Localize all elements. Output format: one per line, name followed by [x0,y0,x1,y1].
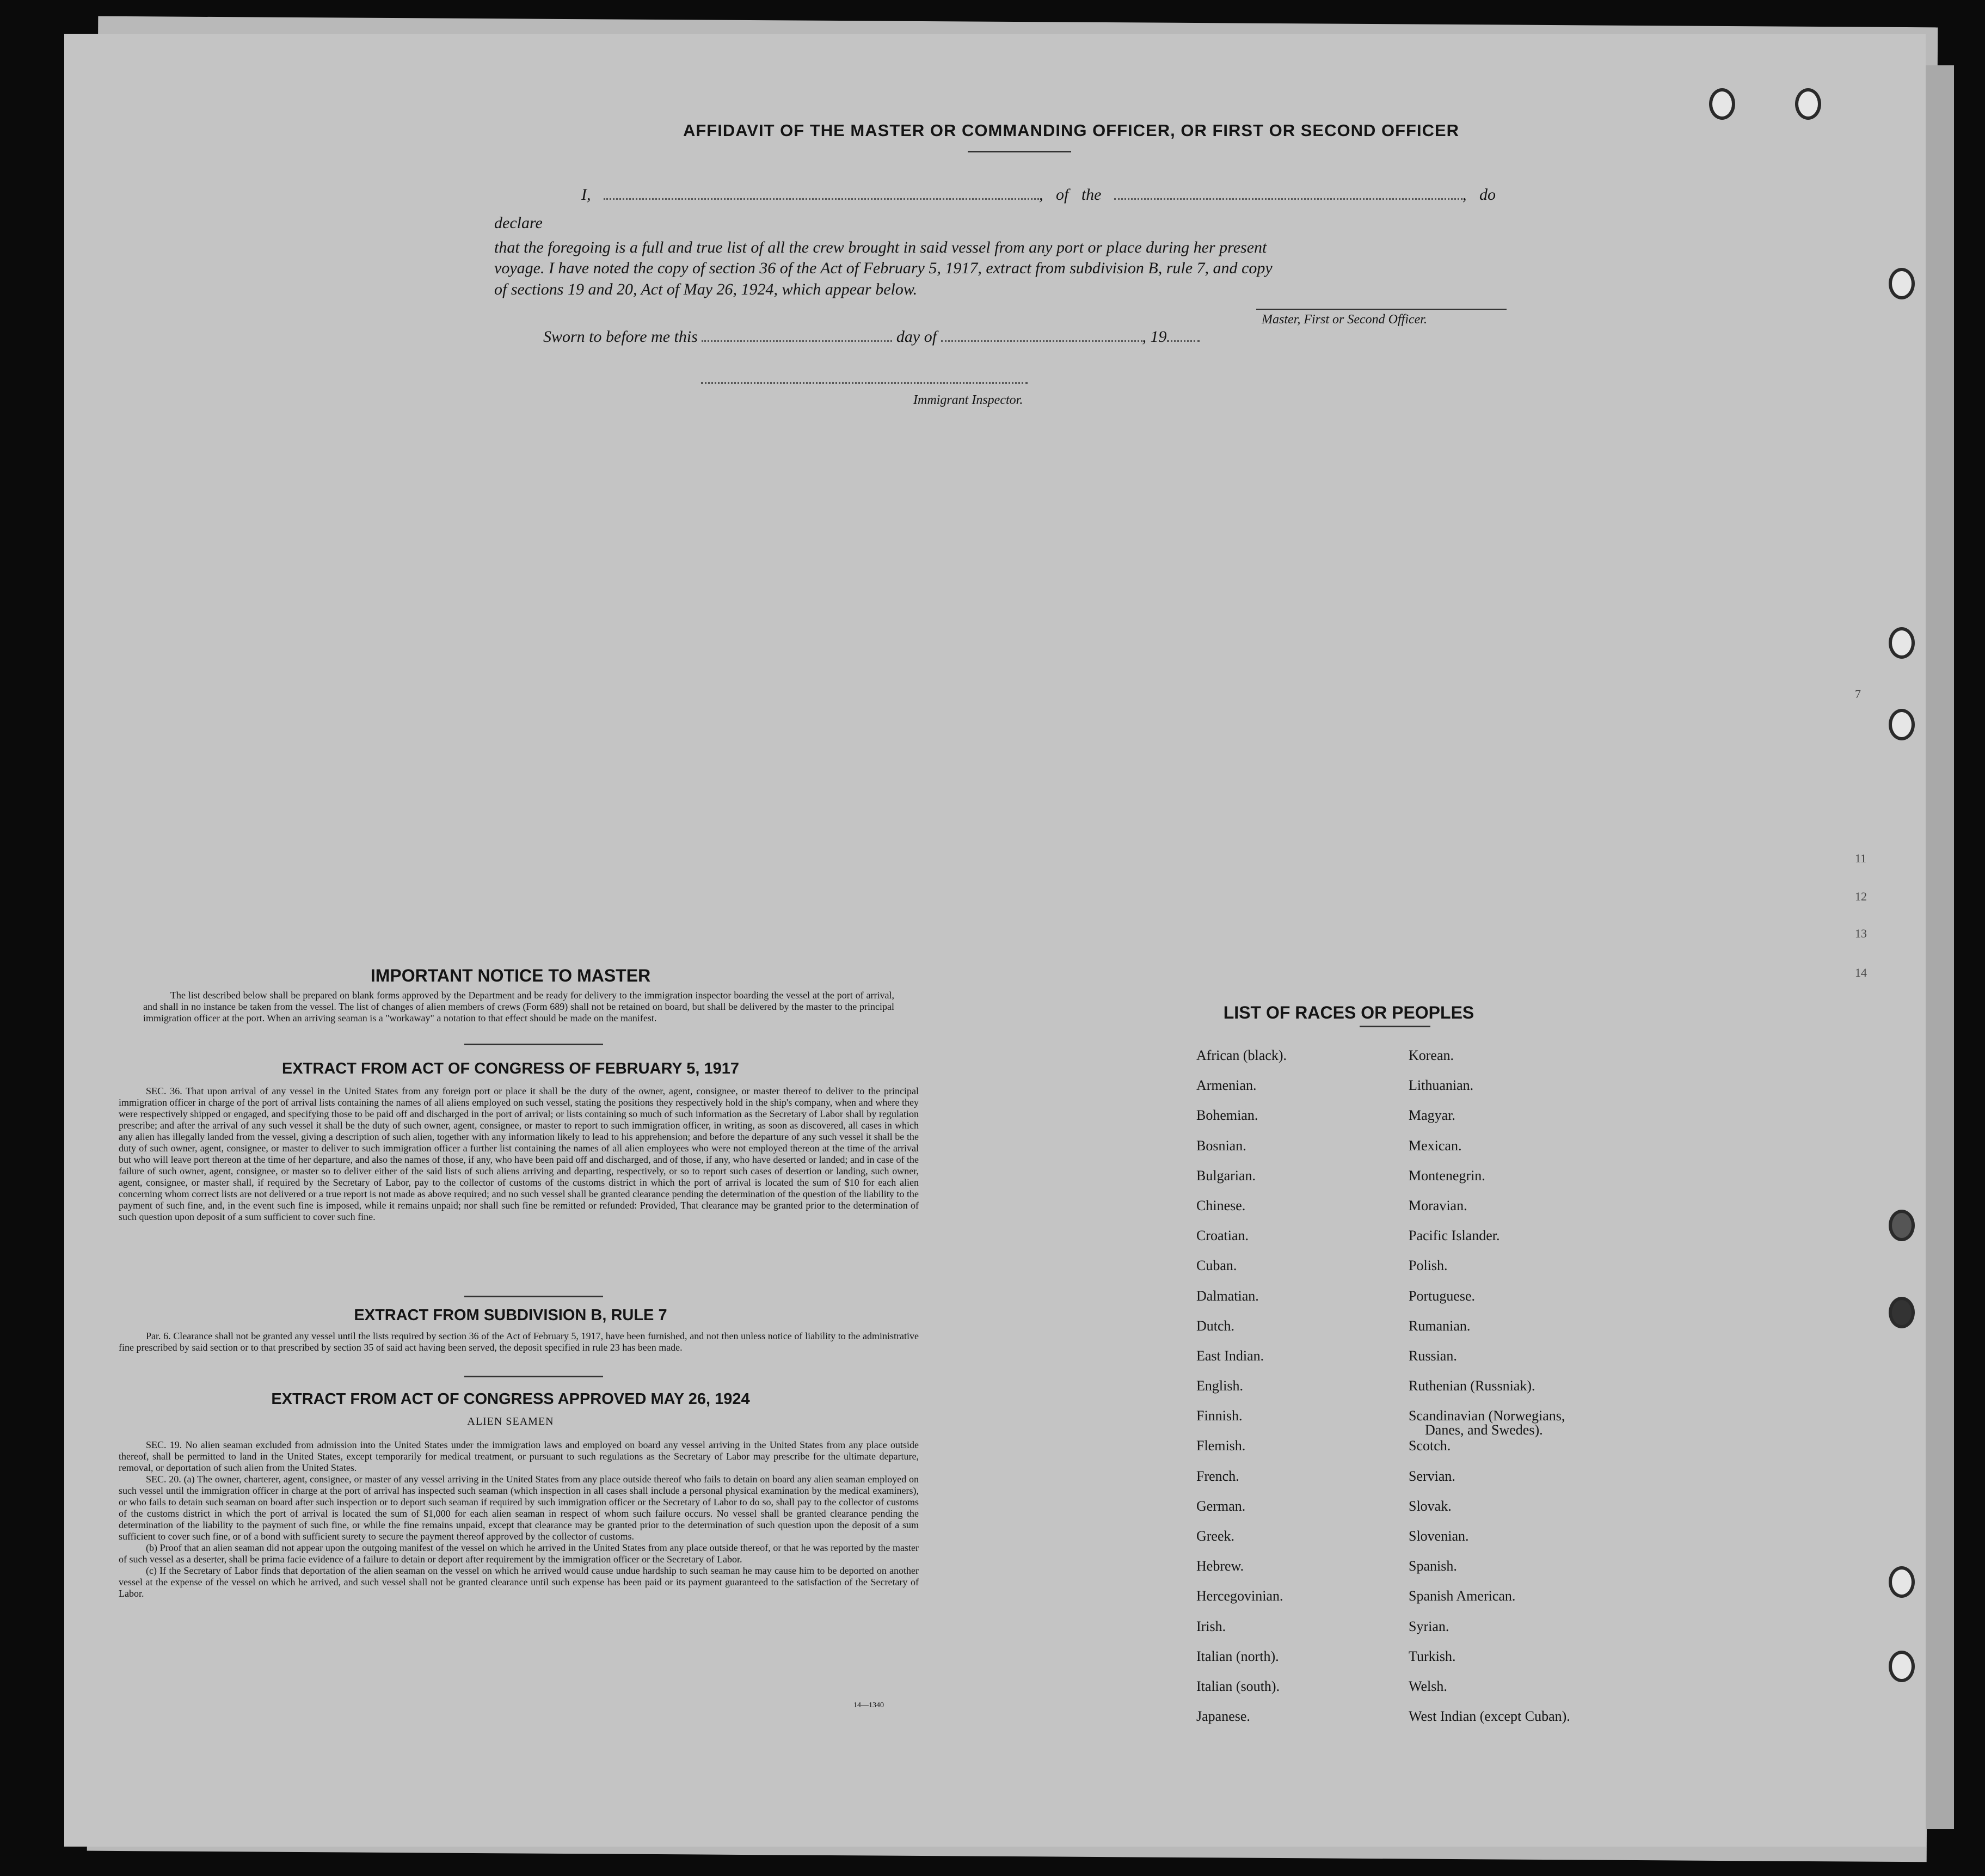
sworn-line [543,328,1200,346]
extract-1917-divider [464,1296,603,1297]
race-item: Ruthenian (Russniak). [1409,1378,1535,1394]
affidavit-line-1 [494,181,1496,237]
races-right-column [1409,1047,1570,1738]
sec19-text: SEC. 19. No alien seaman excluded from admission into the United States under the immigration laws and employed on board any vessel arriving in the United States from any place outside thereof, shall be permitted to land in the United States, except temporarily for medical treatment, or pursuant to such regulations as the Secretary of Labor may prescribe for the ultimate departure, removal, or deportation of such alien from the United States. [119,1439,919,1473]
sec20b-text: (b) Proof that an alien seaman did not appear upon the outgoing manifest of the vessel on which he arrived in the United States from any place outside thereof, or that he was reported by the master of such vessel as a deserter, shall be prima facie evidence of a failure to detain or deport after requirement by the immigration officer or the Secretary of Labor. [119,1542,919,1565]
race-item: East Indian. [1196,1347,1264,1364]
binder-hole [1709,88,1735,120]
rule7-body: Par. 6. Clearance shall not be granted any vessel until the lists required by section 36 of the Act of February 5, 1917, have been furnished, and not then unless notice of liability to the administrative fine prescribed by said section or to that prescribed by section 35 of said act having been served, the deposit specified in rule 23 has been made. [119,1331,919,1353]
sec20c-text: (c) If the Secretary of Labor finds that deportation of the alien seaman on the vessel on which he arrived would cause undue hardship to such seaman he may cause him to be deported on another vessel at the expense of the vessel on which he arrived, and such vessel shall not be granted clearance until such expense has been paid or its payment guaranteed to the satisfaction of the Secretary of Labor. [119,1565,919,1599]
race-item: German. [1196,1498,1246,1514]
form-number: 14—1340 [853,1701,884,1709]
margin-number: 14 [1855,966,1867,979]
race-item: Magyar. [1409,1107,1455,1124]
race-item: Korean. [1409,1047,1454,1063]
races-title: LIST OF RACES OR PEOPLES [1223,1003,1474,1022]
affidavit-line-3: voyage. I have noted the copy of section 36 of the Act of February 5, 1917, extract from subdivision B, rule 7, and copy [494,259,1273,277]
vessel-blank[interactable] [1114,186,1462,200]
race-item: Italian (south). [1196,1678,1280,1694]
rule7-title: EXTRACT FROM SUBDIVISION B, RULE 7 [354,1307,667,1324]
race-item: Bosnian. [1196,1137,1246,1154]
margin-number: 12 [1855,890,1867,903]
race-item: Irish. [1196,1618,1226,1634]
race-item: Lithuanian. [1409,1077,1474,1094]
races-divider [1360,1026,1430,1027]
race-item: Chinese. [1196,1197,1246,1213]
race-item: Spanish. [1409,1558,1457,1574]
race-item: Spanish American. [1409,1588,1516,1604]
sworn-text: Sworn to before me this [543,328,698,346]
races-left-column [1196,1047,1287,1738]
document-page [64,34,1926,1847]
inspector-signature-line [701,382,1028,384]
margin-number: 11 [1855,851,1867,865]
race-item: English. [1196,1378,1243,1394]
sworn-day-of: day of [896,328,937,346]
binder-hole [1889,709,1915,740]
notice-title: IMPORTANT NOTICE TO MASTER [370,966,651,985]
race-item: Armenian. [1196,1077,1257,1094]
margin-number: 13 [1855,927,1867,940]
race-item: Servian. [1409,1468,1455,1484]
extract-1924-title: EXTRACT FROM ACT OF CONGRESS APPROVED MAY 26, 1924 [271,1390,750,1408]
affidavit-text [494,181,1496,301]
race-item: African (black). [1196,1047,1287,1063]
binder-hole [1889,1210,1915,1241]
sworn-year-blank[interactable] [1167,340,1200,342]
affidavit-title: AFFIDAVIT OF THE MASTER OR COMMANDING OFFICER, OR FIRST OR SECOND OFFICER [683,121,1460,140]
binder-hole [1889,1566,1915,1598]
race-item: West Indian (except Cuban). [1409,1708,1570,1725]
race-item: Croatian. [1196,1228,1249,1244]
race-item: Slovenian. [1409,1528,1469,1544]
binder-hole [1889,627,1915,659]
race-item: Mexican. [1409,1137,1462,1154]
binder-hole [1889,268,1915,299]
name-blank[interactable] [604,186,1039,200]
race-item: Welsh. [1409,1678,1447,1694]
master-signature-line [1256,309,1507,310]
affidavit-line-4: of sections 19 and 20, Act of May 26, 1924, which appear below. [494,280,918,298]
race-item: Flemish. [1196,1438,1246,1454]
race-item: Turkish. [1409,1648,1456,1664]
sworn-day-blank[interactable] [702,340,892,342]
race-item: Portuguese. [1409,1288,1476,1304]
race-item: Rumanian. [1409,1317,1471,1334]
race-item: Cuban. [1196,1258,1237,1274]
alien-seamen-subtitle: ALIEN SEAMEN [467,1415,554,1427]
race-item: Bohemian. [1196,1107,1258,1124]
race-item: Dutch. [1196,1317,1235,1334]
race-item: Hercegovinian. [1196,1588,1283,1604]
sworn-year: , 19 [1142,328,1167,346]
binder-hole [1795,88,1821,120]
extract-1924-body [119,1439,919,1599]
race-item: French. [1196,1468,1239,1484]
race-item: Pacific Islander. [1409,1228,1500,1244]
race-item: Italian (north). [1196,1648,1279,1664]
race-item: Montenegrin. [1409,1167,1485,1184]
binder-hole [1889,1651,1915,1682]
affidavit-i: I, [581,186,591,204]
race-item: Moravian. [1409,1197,1467,1213]
race-item: Greek. [1196,1528,1235,1544]
inspector-label: Immigrant Inspector. [913,393,1023,407]
race-item: Dalmatian. [1196,1288,1259,1304]
race-item: Polish. [1409,1258,1448,1274]
race-item: Japanese. [1196,1708,1250,1725]
race-item: Finnish. [1196,1408,1243,1424]
rule7-divider [464,1376,603,1377]
affidavit-line-2: that the foregoing is a full and true list of all the crew brought in said vessel from any port or place during her present [494,238,1267,256]
margin-number: 7 [1855,687,1861,701]
race-item: Danes, and Swedes). [1425,1422,1543,1438]
title-divider [968,151,1071,152]
race-item: Scotch. [1409,1438,1451,1454]
extract-1917-body: SEC. 36. That upon arrival of any vessel in the United States from any foreign port or place it shall be the duty of the owner, agent, consignee, or master thereof to deliver to the principal immigration officer in charge of the port of arrival lists containing the names of all aliens employed on such vessel, stating the positions they respectively hold in the ship's company, when and where they were respectively shipped or engaged, and specifying those to be paid off and discharged in the port of arrival; or lists containing so much of such information as the Secretary of Labor shall by regulation prescribe; and after the arrival of any such vessel it shall be the duty of such owner, agent, consignee, or master to report to such immigration officer, in writing, as soon as discovered, all cases in which any alien has illegally landed from the vessel, giving a description of such alien, together with any information likely to lead to his apprehension; and before the departure of any such vessel it shall be the duty of such owner, agent, consignee, or master to deliver to such immigration officer a further list containing the names of all alien employees who were not employed thereon at the time of the arrival but who will leave port thereon at the time of her departure, and also the names of those, if any, who have been paid off and discharged, and of those, if any, who have deserted or landed; and in case of the failure of such owner, agent, consignee, or master so to deliver either of the said lists of such aliens arriving and departing, respectively, or so to report such cases of desertion or landing, such owner, agent, consignee, or master shall, if required by the Secretary of Labor, pay to the collector of customs of the customs district in which the port of arrival is located the sum of $10 for each alien concerning whom correct lists are not delivered or a true report is not made as above required; and no such vessel shall be granted clearance pending the determination of the question of the liability to the payment of such fine, and, in the event such fine is imposed, while it remains unpaid; nor shall such fine be remitted or refunded: Provided, That clearance may be granted prior to the determination of such question upon deposit of a sum sufficient to cover such fine. [119,1086,919,1222]
affidavit-do-declare: , do declare [494,186,1496,232]
race-item: Slovak. [1409,1498,1452,1514]
race-item: Russian. [1409,1347,1457,1364]
race-item: Syrian. [1409,1618,1449,1634]
race-item: Scandinavian (Norwegians, [1409,1408,1565,1424]
extract-1917-title: EXTRACT FROM ACT OF CONGRESS OF FEBRUARY 5, 1917 [281,1060,740,1077]
sec20a-text: SEC. 20. (a) The owner, charterer, agent, consignee, or master of any vessel arriving in the United States from any place outside thereof who fails to detain on board any alien seaman employed on such vessel until the immigration officer in charge at the port of arrival has inspected such seaman (which inspection in all cases shall include a personal physical examination by the medical examiners), or who fails to detain such seaman on board after such inspection or to deport such seaman if required by such immigration officer or the Secretary of Labor to do so, shall pay to the collector of customs of the customs district in which the port of arrival is located the sum of $1,000 for each alien seaman in respect of whom such failure occurs. No vessel shall be granted clearance pending the determination of the liability to the payment of such fine, or while the fine remains unpaid, except that clearance may be granted prior to the determination of such question upon the deposit of a sum sufficient to cover such fine, or of a bond with sufficient surety to secure the payment thereof approved by the collector of customs. [119,1474,919,1542]
race-item: Bulgarian. [1196,1167,1256,1184]
affidavit-of-the: , of the [1039,186,1102,204]
sworn-month-blank[interactable] [941,340,1142,342]
binder-hole [1889,1297,1915,1328]
notice-divider [464,1044,603,1045]
master-signature-label: Master, First or Second Officer. [1262,312,1427,327]
race-item: Hebrew. [1196,1558,1244,1574]
notice-body: The list described below shall be prepared on blank forms approved by the Department and be ready for delivery to the immigration inspector boarding the vessel at the port of arrival, and shall in no instance be taken from the vessel. The list of changes of alien members of crews (Form 689) shall not be retained on board, but shall be delivered by the master to the principal immigration officer at the port. When an arriving seaman is a "workaway" a notation to that effect should be made on the manifest. [143,990,894,1023]
